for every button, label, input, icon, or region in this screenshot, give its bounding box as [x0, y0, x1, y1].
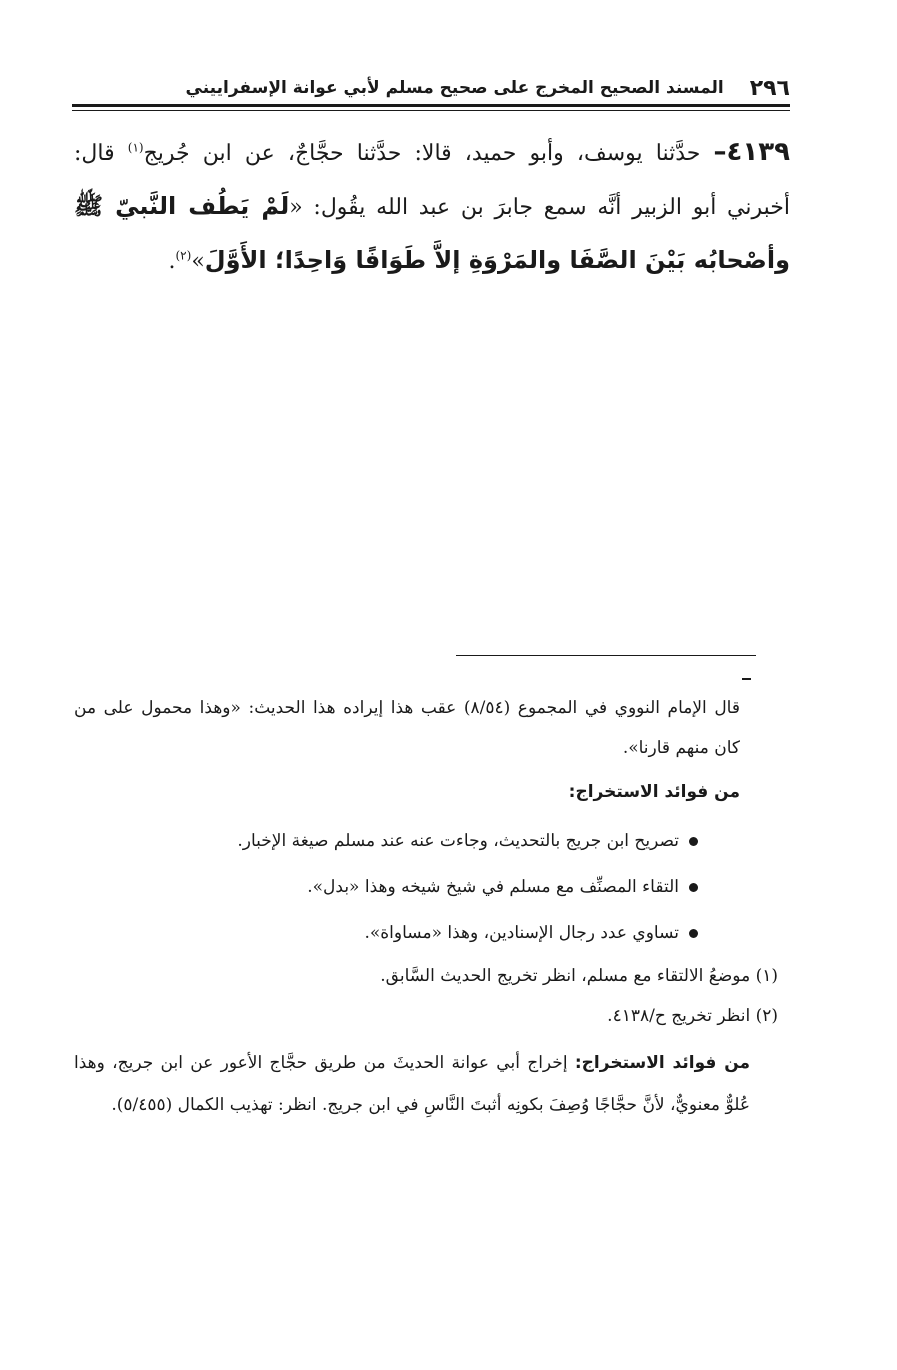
hadith-dash: – [713, 137, 727, 167]
running-title: المسند الصحيح المخرج على صحيح مسلم لأبي عوانة الإسفراييني [185, 78, 724, 98]
hadith-end: . [168, 249, 176, 274]
page-header [72, 74, 790, 102]
final-note-label: من فوائد الاستخراج: [574, 1053, 751, 1073]
page-number: ٢٩٦ [749, 75, 790, 101]
nawawi-quote: قال الإمام النووي في المجموع (٨/٥٤) عقب هذا إيراده هذا الحديث: «وهذا محمول على من كان منهم قارنا». [74, 698, 740, 758]
hadith-isnad-2: قال: أخبرني أبو الزبير أنَّه سمع جابرَ بن عبد الله يقُول: « [74, 141, 791, 220]
benefits-heading: من فوائد الاستخراج: [568, 782, 740, 802]
list-item [74, 818, 698, 864]
list-item [74, 910, 698, 956]
header-rule-thin [72, 110, 790, 111]
header-rule-thick [72, 104, 790, 107]
hadith-paragraph [74, 126, 790, 288]
bullet-icon [689, 883, 698, 892]
continuation-mark [742, 678, 751, 680]
hadith-matn: لَمْ يَطُف النَّبيّ ﷺ وأصْحابُه بَيْنَ الصَّفَا والمَرْوَةِ إلاَّ طَوَافًا وَاحِدًا؛ الأَوَّلَ [74, 192, 790, 274]
bullet-icon [689, 929, 698, 938]
final-note [74, 1042, 790, 1126]
benefits-list [74, 818, 790, 956]
footnote-2: (٢) انظر تخريج ح/٤١٣٨. [607, 1006, 778, 1026]
bullet-text: تصريح ابن جريج بالتحديث، وجاءت عنه عند مسلم صيغة الإخبار. [237, 831, 679, 851]
footnotes-block [74, 688, 790, 1126]
footnote-1: (١) موضعُ الالتقاء مع مسلم، انظر تخريج الحديث السَّابق. [380, 966, 778, 986]
hadith-close-quote: » [191, 249, 205, 274]
footnote-ref-2: (٢) [175, 248, 192, 263]
bullet-text: التقاء المصنِّف مع مسلم في شيخ شيخه وهذا «بدل». [307, 877, 679, 897]
footnote-ref-1: (١) [127, 140, 144, 155]
bullet-icon [689, 837, 698, 846]
footnote-separator [456, 655, 756, 656]
hadith-isnad-1: حدَّثنا يوسف، وأبو حميد، قالا: حدَّثنا حجَّاجٌ، عن ابن جُريج [143, 141, 701, 166]
final-note-text: إخراج أبي عوانة الحديثَ من طريق حجَّاج الأعور عن ابن جريج، وهذا عُلوٌّ معنويٌّ، لأنَّ حجَّاجًا وُصِفَ بكونِه أثبتَ النَّاسِ في ابن جريج. انظر: تهذيب الكمال (٥/٤٥٥). [74, 1053, 750, 1115]
bullet-text: تساوي عدد رجال الإسنادين، وهذا «مساواة». [364, 923, 679, 943]
list-item [74, 864, 698, 910]
hadith-number: ٤١٣٩ [726, 137, 790, 167]
